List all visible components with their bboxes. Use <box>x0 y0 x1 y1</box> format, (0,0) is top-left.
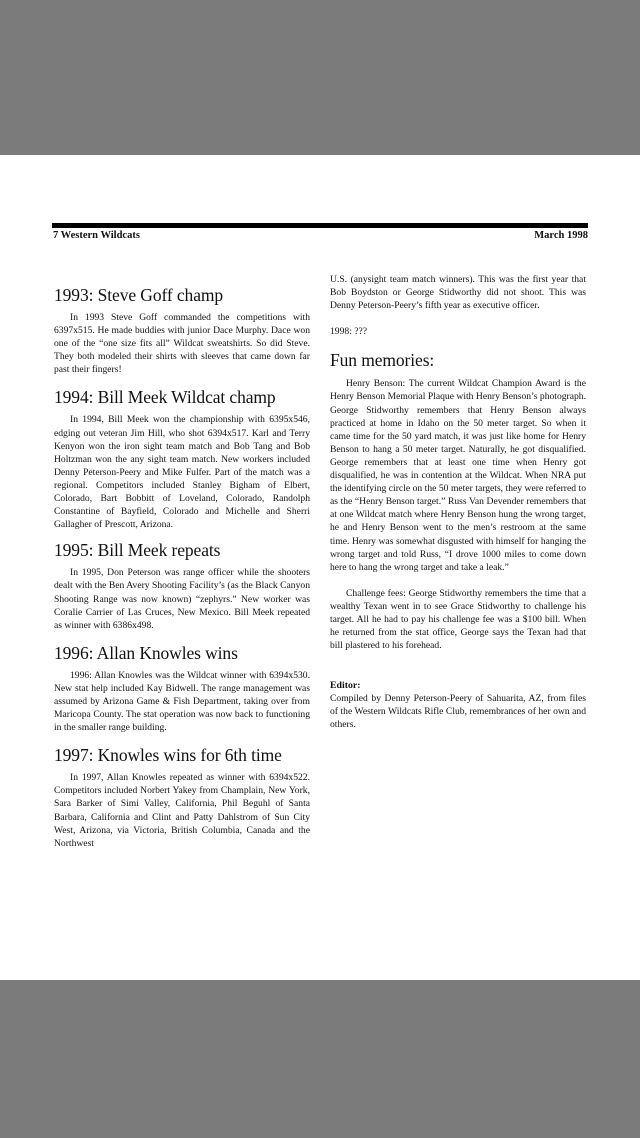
page-header-title: 7 Western Wildcats <box>53 230 140 241</box>
page-header-date: March 1998 <box>534 230 588 241</box>
section-1994 <box>54 387 310 531</box>
section-heading: 1994: Bill Meek Wildcat champ <box>54 387 276 408</box>
henry-benson-paragraph: Henry Benson: The current Wildcat Champion Award is the Henry Benson Memorial Plaque with Henry Benson’s photograph. George Stidworthy remembers that Henry Benson always practiced at home in Idaho on the 50 meter target. So when it came time for the 50 yard match, it was just like home for Henry Benson to hang a 50 meter target. Naturally, he got disqualified. George remembers that at least one time when Henry got disqualified, he was in contention at the Wildcat. When NRA put the identifying circle on the 50 meter targets, they were referred to as the “Henry Benson target.” Russ Van Devender remembers that at one Wildcat match where Henry Benson hung the wrong target, he and Henry Benson went to the men’s restroom at the same time. Henry was somewhat disgusted with himself for hanging the wrong target and told Russ, “I drove 1000 miles to come down here to hang the wrong target and take a leak.” <box>330 378 586 573</box>
section-body: 1996: Allan Knowles was the Wildcat winner with 6394x530. New stat help included Kay Bidwell. The range management was assumed by Arizona Game & Fish Department, taking over from Maricopa County. The stat operation was now back to functioning in the smaller range building. <box>54 669 310 734</box>
section-body: In 1995, Don Peterson was range officer while the shooters dealt with the Ben Avery Shooting Facility’s (as the Black Canyon Shooting Range was now known) “zephyrs.” New worker was Coralie Carrier of Las Cruces, New Mexico. Bill Meek repeated as winner with 6386x498. <box>54 567 310 631</box>
section-body: In 1993 Steve Goff commanded the competitions with 6397x515. He made buddies with junior Dace Murphy. Dace won one of the “one size fits all” Wildcat sweatshirts. So did Steve. They both modeled their shirts with sleeves that came down far past their fingers! <box>54 312 310 376</box>
section-body: In 1994, Bill Meek won the championship with 6395x546, edging out veteran Jim Hill, who shot 6394x517. Karl and Terry Kenyon won the iron sight team match and Bob Tang and Bob Holtzman won the any sight team match. New workers included Denny Peterson-Peery and Mike Fulfer. Part of the match was a regional. Competitors included Stanley Bigham of Elbert, Colorado, Bart Bobbitt of Loveland, Colorado, Randolph Constantine of Bayfield, Colorado and Michelle and Sherri Gallagher of Prescott, Arizona. <box>54 414 310 531</box>
section-heading: 1997: Knowles wins for 6th time <box>54 745 282 766</box>
fun-memories-heading: Fun memories: <box>330 350 435 371</box>
editor-label: Editor: <box>330 680 361 692</box>
section-heading: 1996: Allan Knowles wins <box>54 642 238 663</box>
continuation-paragraph: U.S. (anysight team match winners). This was the first year that Bob Boydston or George Stidworthy did not shoot. This was Denny Peterson-Peery’s fifth year as executive officer. <box>330 274 586 312</box>
section-1995 <box>54 540 310 631</box>
header-rule <box>52 223 588 228</box>
document-page <box>0 155 640 980</box>
year-1998-entry: 1998: ??? <box>330 326 368 338</box>
section-1996 <box>54 643 310 734</box>
editor-credit: Compiled by Denny Peterson-Peery of Sahuarita, AZ, from files of the Western Wildcats Rifle Club, remembrances of her own and others. <box>330 693 586 731</box>
section-heading: 1995: Bill Meek repeats <box>54 540 221 561</box>
left-column <box>54 285 310 860</box>
editor-block <box>330 679 586 731</box>
section-body: In 1997, Allan Knowles repeated as winner with 6394x522. Competitors included Norbert Yakey from Champlain, New York, Sara Barker of Simi Valley, California, Phil Beguhl of Santa Barbara, California and Clint and Patty Dahlstrom of Sun City West, Arizona, via Victoria, British Columbia, Canada and the Northwest <box>54 772 310 849</box>
section-1997 <box>54 745 310 850</box>
section-heading: 1993: Steve Goff champ <box>54 285 224 305</box>
section-1993 <box>54 285 310 376</box>
challenge-fees-paragraph: Challenge fees: George Stidworthy remembers the time that a wealthy Texan went in to see Grace Stidworthy to challenge his target. All he had to pay his challenge fee was a $100 bill. When he returned from the stat office, George says the Texan had that bill plastered to his forehead. <box>330 587 586 652</box>
right-column <box>330 273 586 732</box>
